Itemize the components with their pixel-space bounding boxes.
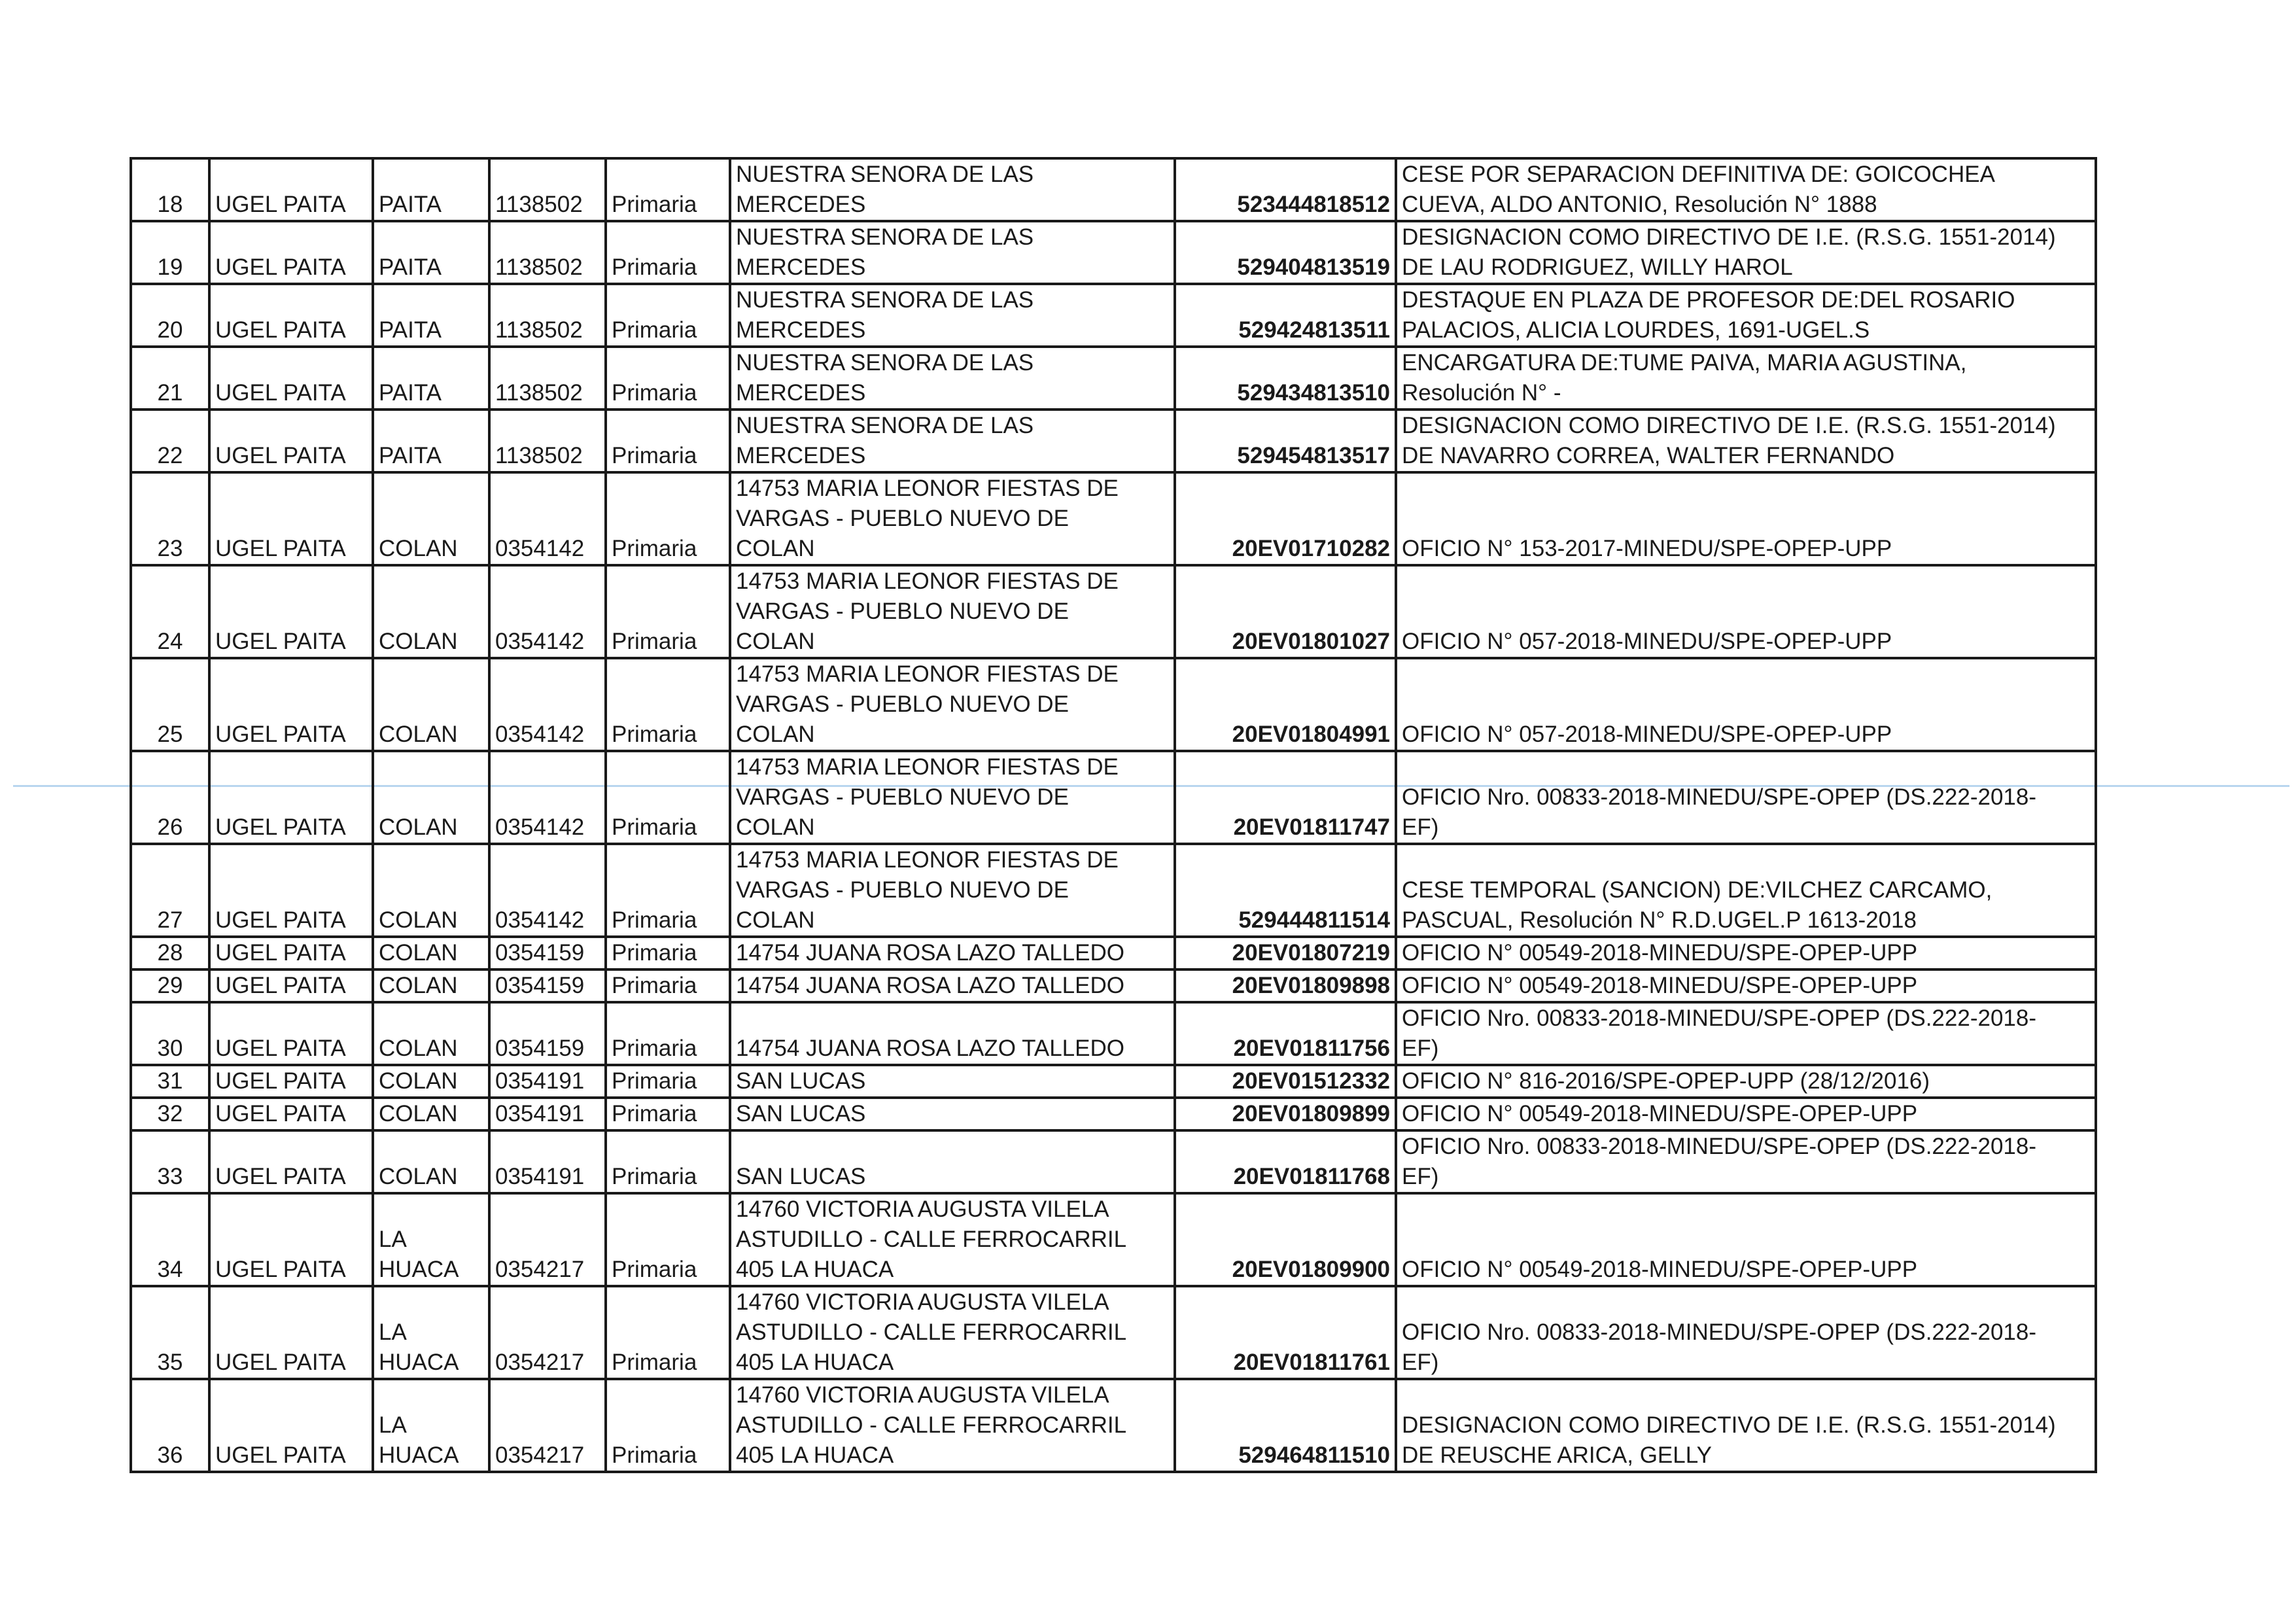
table-row [131,158,2096,221]
district-cell: COLAN [373,565,489,658]
table-row [131,347,2096,410]
row-number: 21 [131,347,209,410]
modular-code-cell: 0354159 [489,1002,606,1065]
district-cell: LA HUACA [373,1379,489,1472]
level-cell: Primaria [606,1379,730,1472]
modular-code-cell: 1138502 [489,284,606,347]
ugel-cell: UGEL PAITA [209,751,373,844]
table-row [131,844,2096,937]
observation-cell: OFICIO N° 00549-2018-MINEDU/SPE-OPEP-UPP [1396,969,2096,1002]
table-row [131,472,2096,565]
modular-code-cell: 0354217 [489,1286,606,1379]
school-cell: SAN LUCAS [730,1098,1175,1130]
table-row [131,221,2096,284]
level-cell: Primaria [606,221,730,284]
table-row [131,284,2096,347]
district-cell: COLAN [373,751,489,844]
school-cell: 14760 VICTORIA AUGUSTA VILELA ASTUDILLO - CALLE FERROCARRIL 405 LA HUACA [730,1286,1175,1379]
modular-code-cell: 0354142 [489,565,606,658]
district-cell: COLAN [373,937,489,969]
district-cell: PAITA [373,158,489,221]
school-cell: NUESTRA SENORA DE LAS MERCEDES [730,221,1175,284]
level-cell: Primaria [606,969,730,1002]
plaza-code-cell: 20EV01804991 [1175,658,1396,751]
district-cell: PAITA [373,284,489,347]
ugel-cell: UGEL PAITA [209,969,373,1002]
district-cell: LA HUACA [373,1286,489,1379]
table-body [131,158,2096,1472]
modular-code-cell: 1138502 [489,158,606,221]
plaza-code-cell: 529464811510 [1175,1379,1396,1472]
modular-code-cell: 1138502 [489,410,606,472]
school-cell: 14753 MARIA LEONOR FIESTAS DE VARGAS - PUEBLO NUEVO DE COLAN [730,844,1175,937]
plaza-code-cell: 20EV01811756 [1175,1002,1396,1065]
district-cell: LA HUACA [373,1193,489,1286]
table-row [131,1002,2096,1065]
school-cell: 14760 VICTORIA AUGUSTA VILELA ASTUDILLO - CALLE FERROCARRIL 405 LA HUACA [730,1193,1175,1286]
observation-cell: CESE POR SEPARACION DEFINITIVA DE: GOICOCHEA CUEVA, ALDO ANTONIO, Resolución N° 1888 [1396,158,2096,221]
observation-cell: OFICIO N° 816-2016/SPE-OPEP-UPP (28/12/2016) [1396,1065,2096,1098]
level-cell: Primaria [606,1193,730,1286]
school-cell: SAN LUCAS [730,1130,1175,1193]
ugel-cell: UGEL PAITA [209,1065,373,1098]
modular-code-cell: 0354142 [489,472,606,565]
school-cell: 14754 JUANA ROSA LAZO TALLEDO [730,1002,1175,1065]
level-cell: Primaria [606,1130,730,1193]
row-number: 19 [131,221,209,284]
row-number: 18 [131,158,209,221]
ugel-cell: UGEL PAITA [209,1379,373,1472]
ugel-cell: UGEL PAITA [209,221,373,284]
school-cell: 14754 JUANA ROSA LAZO TALLEDO [730,969,1175,1002]
plaza-code-cell: 20EV01811747 [1175,751,1396,844]
row-number: 23 [131,472,209,565]
ugel-cell: UGEL PAITA [209,565,373,658]
ugel-cell: UGEL PAITA [209,844,373,937]
modular-code-cell: 0354142 [489,844,606,937]
observation-cell: OFICIO N° 057-2018-MINEDU/SPE-OPEP-UPP [1396,565,2096,658]
plaza-code-cell: 20EV01801027 [1175,565,1396,658]
row-number: 29 [131,969,209,1002]
ugel-cell: UGEL PAITA [209,658,373,751]
school-cell: 14753 MARIA LEONOR FIESTAS DE VARGAS - PUEBLO NUEVO DE COLAN [730,658,1175,751]
row-number: 27 [131,844,209,937]
school-cell: 14753 MARIA LEONOR FIESTAS DE VARGAS - PUEBLO NUEVO DE COLAN [730,565,1175,658]
level-cell: Primaria [606,472,730,565]
row-number: 31 [131,1065,209,1098]
row-number: 30 [131,1002,209,1065]
modular-code-cell: 1138502 [489,347,606,410]
row-number: 20 [131,284,209,347]
plaza-code-cell: 523444818512 [1175,158,1396,221]
ugel-cell: UGEL PAITA [209,410,373,472]
table-row [131,410,2096,472]
table-row [131,658,2096,751]
modular-code-cell: 0354159 [489,937,606,969]
observation-cell: OFICIO N° 153-2017-MINEDU/SPE-OPEP-UPP [1396,472,2096,565]
observation-cell: OFICIO N° 057-2018-MINEDU/SPE-OPEP-UPP [1396,658,2096,751]
row-number: 36 [131,1379,209,1472]
observation-cell: OFICIO Nro. 00833-2018-MINEDU/SPE-OPEP (DS.222-2018- EF) [1396,1130,2096,1193]
school-cell: 14760 VICTORIA AUGUSTA VILELA ASTUDILLO - CALLE FERROCARRIL 405 LA HUACA [730,1379,1175,1472]
table-row [131,751,2096,844]
school-cell: 14753 MARIA LEONOR FIESTAS DE VARGAS - PUEBLO NUEVO DE COLAN [730,751,1175,844]
modular-code-cell: 0354217 [489,1193,606,1286]
table-row [131,1130,2096,1193]
row-number: 22 [131,410,209,472]
school-cell: 14753 MARIA LEONOR FIESTAS DE VARGAS - PUEBLO NUEVO DE COLAN [730,472,1175,565]
district-cell: PAITA [373,221,489,284]
observation-cell: DESIGNACION COMO DIRECTIVO DE I.E. (R.S.G. 1551-2014) DE REUSCHE ARICA, GELLY [1396,1379,2096,1472]
row-number: 32 [131,1098,209,1130]
level-cell: Primaria [606,937,730,969]
district-cell: COLAN [373,1065,489,1098]
observation-cell: OFICIO N° 00549-2018-MINEDU/SPE-OPEP-UPP [1396,937,2096,969]
observation-cell: OFICIO N° 00549-2018-MINEDU/SPE-OPEP-UPP [1396,1193,2096,1286]
row-number: 25 [131,658,209,751]
plazas-table [130,157,2097,1473]
school-cell: NUESTRA SENORA DE LAS MERCEDES [730,158,1175,221]
row-number: 33 [131,1130,209,1193]
ugel-cell: UGEL PAITA [209,937,373,969]
school-cell: NUESTRA SENORA DE LAS MERCEDES [730,284,1175,347]
ugel-cell: UGEL PAITA [209,1002,373,1065]
observation-cell: OFICIO Nro. 00833-2018-MINEDU/SPE-OPEP (DS.222-2018- EF) [1396,751,2096,844]
school-cell: NUESTRA SENORA DE LAS MERCEDES [730,347,1175,410]
level-cell: Primaria [606,565,730,658]
school-cell: SAN LUCAS [730,1065,1175,1098]
observation-cell: OFICIO Nro. 00833-2018-MINEDU/SPE-OPEP (DS.222-2018- EF) [1396,1002,2096,1065]
plaza-code-cell: 20EV01809898 [1175,969,1396,1002]
table-row [131,1065,2096,1098]
plaza-code-cell: 20EV01809900 [1175,1193,1396,1286]
modular-code-cell: 1138502 [489,221,606,284]
plaza-code-cell: 529404813519 [1175,221,1396,284]
ugel-cell: UGEL PAITA [209,472,373,565]
level-cell: Primaria [606,1286,730,1379]
modular-code-cell: 0354191 [489,1130,606,1193]
ugel-cell: UGEL PAITA [209,1286,373,1379]
table-row [131,1098,2096,1130]
plaza-code-cell: 20EV01512332 [1175,1065,1396,1098]
district-cell: COLAN [373,472,489,565]
level-cell: Primaria [606,158,730,221]
level-cell: Primaria [606,284,730,347]
observation-cell: DESIGNACION COMO DIRECTIVO DE I.E. (R.S.G. 1551-2014) DE LAU RODRIGUEZ, WILLY HAROL [1396,221,2096,284]
plaza-code-cell: 529434813510 [1175,347,1396,410]
ugel-cell: UGEL PAITA [209,347,373,410]
modular-code-cell: 0354191 [489,1065,606,1098]
ugel-cell: UGEL PAITA [209,1130,373,1193]
ugel-cell: UGEL PAITA [209,1193,373,1286]
modular-code-cell: 0354217 [489,1379,606,1472]
observation-cell: OFICIO N° 00549-2018-MINEDU/SPE-OPEP-UPP [1396,1098,2096,1130]
plaza-code-cell: 20EV01811768 [1175,1130,1396,1193]
school-cell: 14754 JUANA ROSA LAZO TALLEDO [730,937,1175,969]
row-number: 35 [131,1286,209,1379]
modular-code-cell: 0354142 [489,658,606,751]
district-cell: PAITA [373,410,489,472]
row-number: 34 [131,1193,209,1286]
level-cell: Primaria [606,1065,730,1098]
table-row [131,969,2096,1002]
observation-cell: ENCARGATURA DE:TUME PAIVA, MARIA AGUSTINA, Resolución N° - [1396,347,2096,410]
district-cell: COLAN [373,1098,489,1130]
plaza-code-cell: 20EV01807219 [1175,937,1396,969]
plaza-code-cell: 20EV01811761 [1175,1286,1396,1379]
observation-cell: OFICIO Nro. 00833-2018-MINEDU/SPE-OPEP (DS.222-2018- EF) [1396,1286,2096,1379]
observation-cell: DESIGNACION COMO DIRECTIVO DE I.E. (R.S.G. 1551-2014) DE NAVARRO CORREA, WALTER FERNANDO [1396,410,2096,472]
level-cell: Primaria [606,1002,730,1065]
district-cell: COLAN [373,969,489,1002]
modular-code-cell: 0354142 [489,751,606,844]
level-cell: Primaria [606,751,730,844]
modular-code-cell: 0354191 [489,1098,606,1130]
level-cell: Primaria [606,410,730,472]
table-row [131,1193,2096,1286]
row-number: 28 [131,937,209,969]
observation-cell: DESTAQUE EN PLAZA DE PROFESOR DE:DEL ROSARIO PALACIOS, ALICIA LOURDES, 1691-UGEL.S [1396,284,2096,347]
district-cell: COLAN [373,844,489,937]
modular-code-cell: 0354159 [489,969,606,1002]
level-cell: Primaria [606,347,730,410]
observation-cell: CESE TEMPORAL (SANCION) DE:VILCHEZ CARCAMO, PASCUAL, Resolución N° R.D.UGEL.P 1613-2018 [1396,844,2096,937]
plaza-code-cell: 529424813511 [1175,284,1396,347]
level-cell: Primaria [606,658,730,751]
table-row [131,937,2096,969]
level-cell: Primaria [606,1098,730,1130]
plaza-code-cell: 20EV01710282 [1175,472,1396,565]
district-cell: PAITA [373,347,489,410]
row-number: 24 [131,565,209,658]
table-row [131,1379,2096,1472]
ugel-cell: UGEL PAITA [209,284,373,347]
plaza-code-cell: 529444811514 [1175,844,1396,937]
table-row [131,1286,2096,1379]
district-cell: COLAN [373,1130,489,1193]
ugel-cell: UGEL PAITA [209,158,373,221]
plaza-code-cell: 529454813517 [1175,410,1396,472]
level-cell: Primaria [606,844,730,937]
plaza-code-cell: 20EV01809899 [1175,1098,1396,1130]
school-cell: NUESTRA SENORA DE LAS MERCEDES [730,410,1175,472]
table-row [131,565,2096,658]
ugel-cell: UGEL PAITA [209,1098,373,1130]
district-cell: COLAN [373,1002,489,1065]
district-cell: COLAN [373,658,489,751]
row-number: 26 [131,751,209,844]
